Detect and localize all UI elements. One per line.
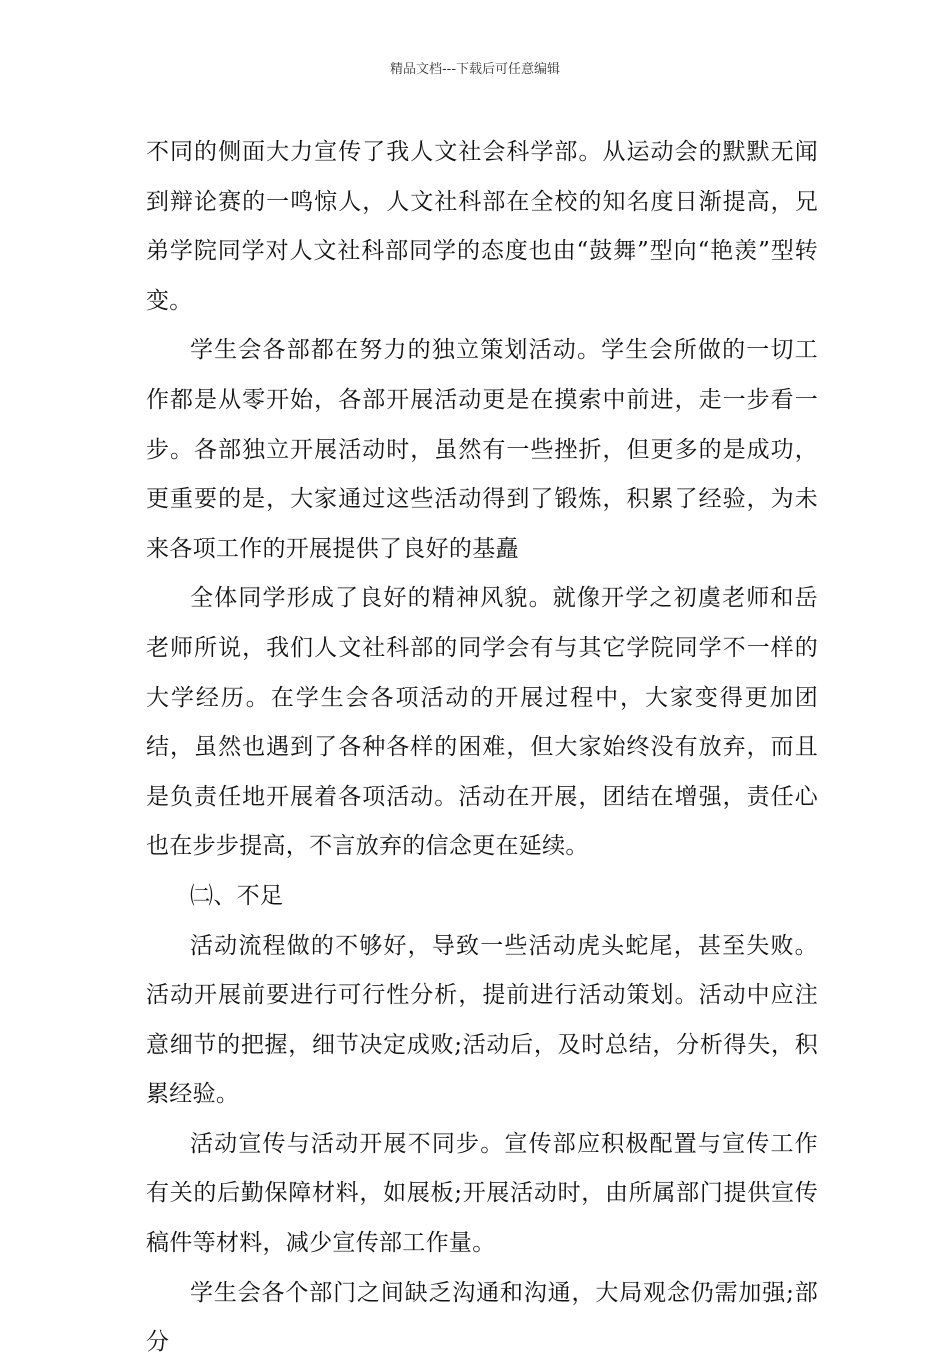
paragraph-1: 不同的侧面大力宣传了我人文社会科学部。从运动会的默默无闻到辩论赛的一鸣惊人，人文社科部在全校的知名度日渐提高，兄弟学院同学对人文社科部同学的态度也由“鼓舞”型向“艳羡”型转变。	[146, 139, 818, 314]
paragraph-3: 全体同学形成了良好的精神风貌。就像开学之初虞老师和岳老师所说，我们人文社科部的同学会有与其它学院同学不一样的大学经历。在学生会各项活动的开展过程中，大家变得更加团结，虽然也遇到了各种各样的困难，但大家始终没有放弃，而且是负责任地开展着各项活动。活动在开展，团结在增强，责任心也在步步提高，不言放弃的信念更在延续。	[146, 585, 818, 860]
paragraph-5: 活动宣传与活动开展不同步。宣传部应积极配置与宣传工作有关的后勤保障材料，如展板;开展活动时，由所属部门提供宣传稿件等材料，减少宣传部工作量。	[146, 1130, 818, 1257]
section-heading-shortcomings: ㈡、不足	[190, 882, 284, 909]
page-header: 精品文档---下载后可任意编辑	[389, 62, 561, 77]
paragraph-2: 学生会各部都在努力的独立策划活动。学生会所做的一切工作都是从零开始，各部开展活动更是在摸索中前进，走一步看一步。各部独立开展活动时，虽然有一些挫折，但更多的是成功，更重要的是，大家通过这些活动得到了锻炼，积累了经验，为未来各项工作的开展提供了良好的基矗	[146, 337, 818, 562]
document-body	[146, 128, 818, 1368]
paragraph-4: 活动流程做的不够好，导致一些活动虎头蛇尾，甚至失败。活动开展前要进行可行性分析，提前进行活动策划。活动中应注意细节的把握，细节决定成败;活动后，及时总结，分析得失，积累经验。	[146, 932, 818, 1108]
paragraph-6: 学生会各个部门之间缺乏沟通和沟通，大局观念仍需加强;部分	[146, 1279, 818, 1356]
